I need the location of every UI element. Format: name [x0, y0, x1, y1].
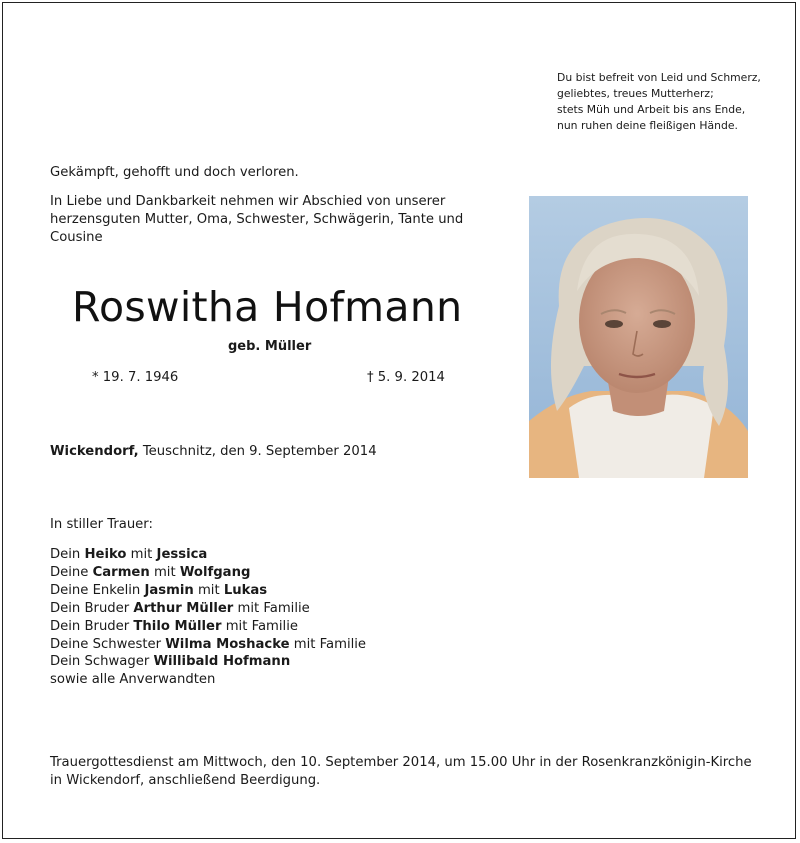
mourner-name: Jessica	[156, 547, 208, 562]
mourner-relation: Deine	[50, 564, 93, 580]
poem-line: geliebtes, treues Mutterherz;	[557, 87, 714, 100]
mourner-line	[50, 618, 366, 636]
place-date-rest: Teuschnitz, den 9. September 2014	[138, 444, 377, 459]
mourner-line	[50, 582, 366, 600]
mourner-relation: mit	[149, 564, 180, 580]
mourner-name: Willibald Hofmann	[153, 654, 291, 670]
mourner-line	[50, 636, 366, 654]
mourners-list	[50, 546, 366, 689]
mourner-name: Wolfgang	[179, 564, 251, 580]
mourners-intro: In stiller Trauer:	[50, 517, 153, 532]
mourner-relation: mit	[126, 547, 157, 562]
mourner-relation: Dein	[50, 547, 85, 562]
poem-line: Du bist befreit von Leid und Schmerz,	[557, 71, 761, 84]
mourner-relation: mit Familie	[233, 600, 310, 616]
mourner-relation: sowie alle Anverwandten	[50, 672, 216, 688]
farewell-line: herzensguten Mutter, Oma, Schwester, Schwägerin, Tante und	[50, 212, 464, 227]
mourner-relation: Dein Schwager	[50, 654, 154, 670]
mourner-name: Arthur Müller	[133, 600, 234, 616]
farewell-line: In Liebe und Dankbarkeit nehmen wir Abschied von unserer	[50, 194, 446, 209]
place-name: Wickendorf,	[50, 444, 139, 459]
poem-line: stets Müh und Arbeit bis ans Ende,	[557, 103, 746, 116]
mourner-line	[50, 546, 366, 564]
mourner-line	[50, 671, 366, 689]
mourner-relation: Deine Enkelin	[50, 582, 145, 598]
place-date	[50, 443, 377, 461]
right-eye	[653, 320, 671, 328]
mourner-relation: mit Familie	[221, 618, 298, 634]
mourner-line	[50, 564, 366, 582]
deceased-name: Roswitha Hofmann	[72, 283, 463, 331]
mourner-relation: Deine Schwester	[50, 636, 166, 652]
death-date: † 5. 9. 2014	[367, 370, 445, 385]
mourner-name: Heiko	[84, 547, 127, 562]
portrait-photo	[529, 196, 748, 478]
portrait-illustration	[529, 196, 748, 478]
mourner-name: Thilo Müller	[133, 618, 222, 634]
service-line: Trauergottesdienst am Mittwoch, den 10. September 2014, um 15.00 Uhr in der Rosenkranzkönigin-Kirche	[50, 755, 752, 770]
mourner-relation: mit	[193, 582, 224, 598]
mourner-line	[50, 600, 366, 618]
mourner-relation: Dein Bruder	[50, 600, 134, 616]
mourner-name: Lukas	[223, 582, 268, 598]
mourner-name: Wilma Moshacke	[165, 636, 290, 652]
maiden-name: geb. Müller	[228, 339, 312, 354]
poem	[557, 70, 761, 134]
farewell-line: Cousine	[50, 230, 103, 245]
mourner-name: Carmen	[92, 564, 150, 580]
left-eye	[605, 320, 623, 328]
intro-text: Gekämpft, gehofft und doch verloren.	[50, 165, 299, 180]
birth-date: * 19. 7. 1946	[92, 370, 179, 385]
service-line: in Wickendorf, anschließend Beerdigung.	[50, 773, 321, 788]
mourner-name: Jasmin	[144, 582, 194, 598]
mourner-relation: mit Familie	[289, 636, 367, 652]
mourner-relation: Dein Bruder	[50, 618, 134, 634]
mourner-line	[50, 653, 366, 671]
poem-line: nun ruhen deine fleißigen Hände.	[557, 119, 738, 132]
